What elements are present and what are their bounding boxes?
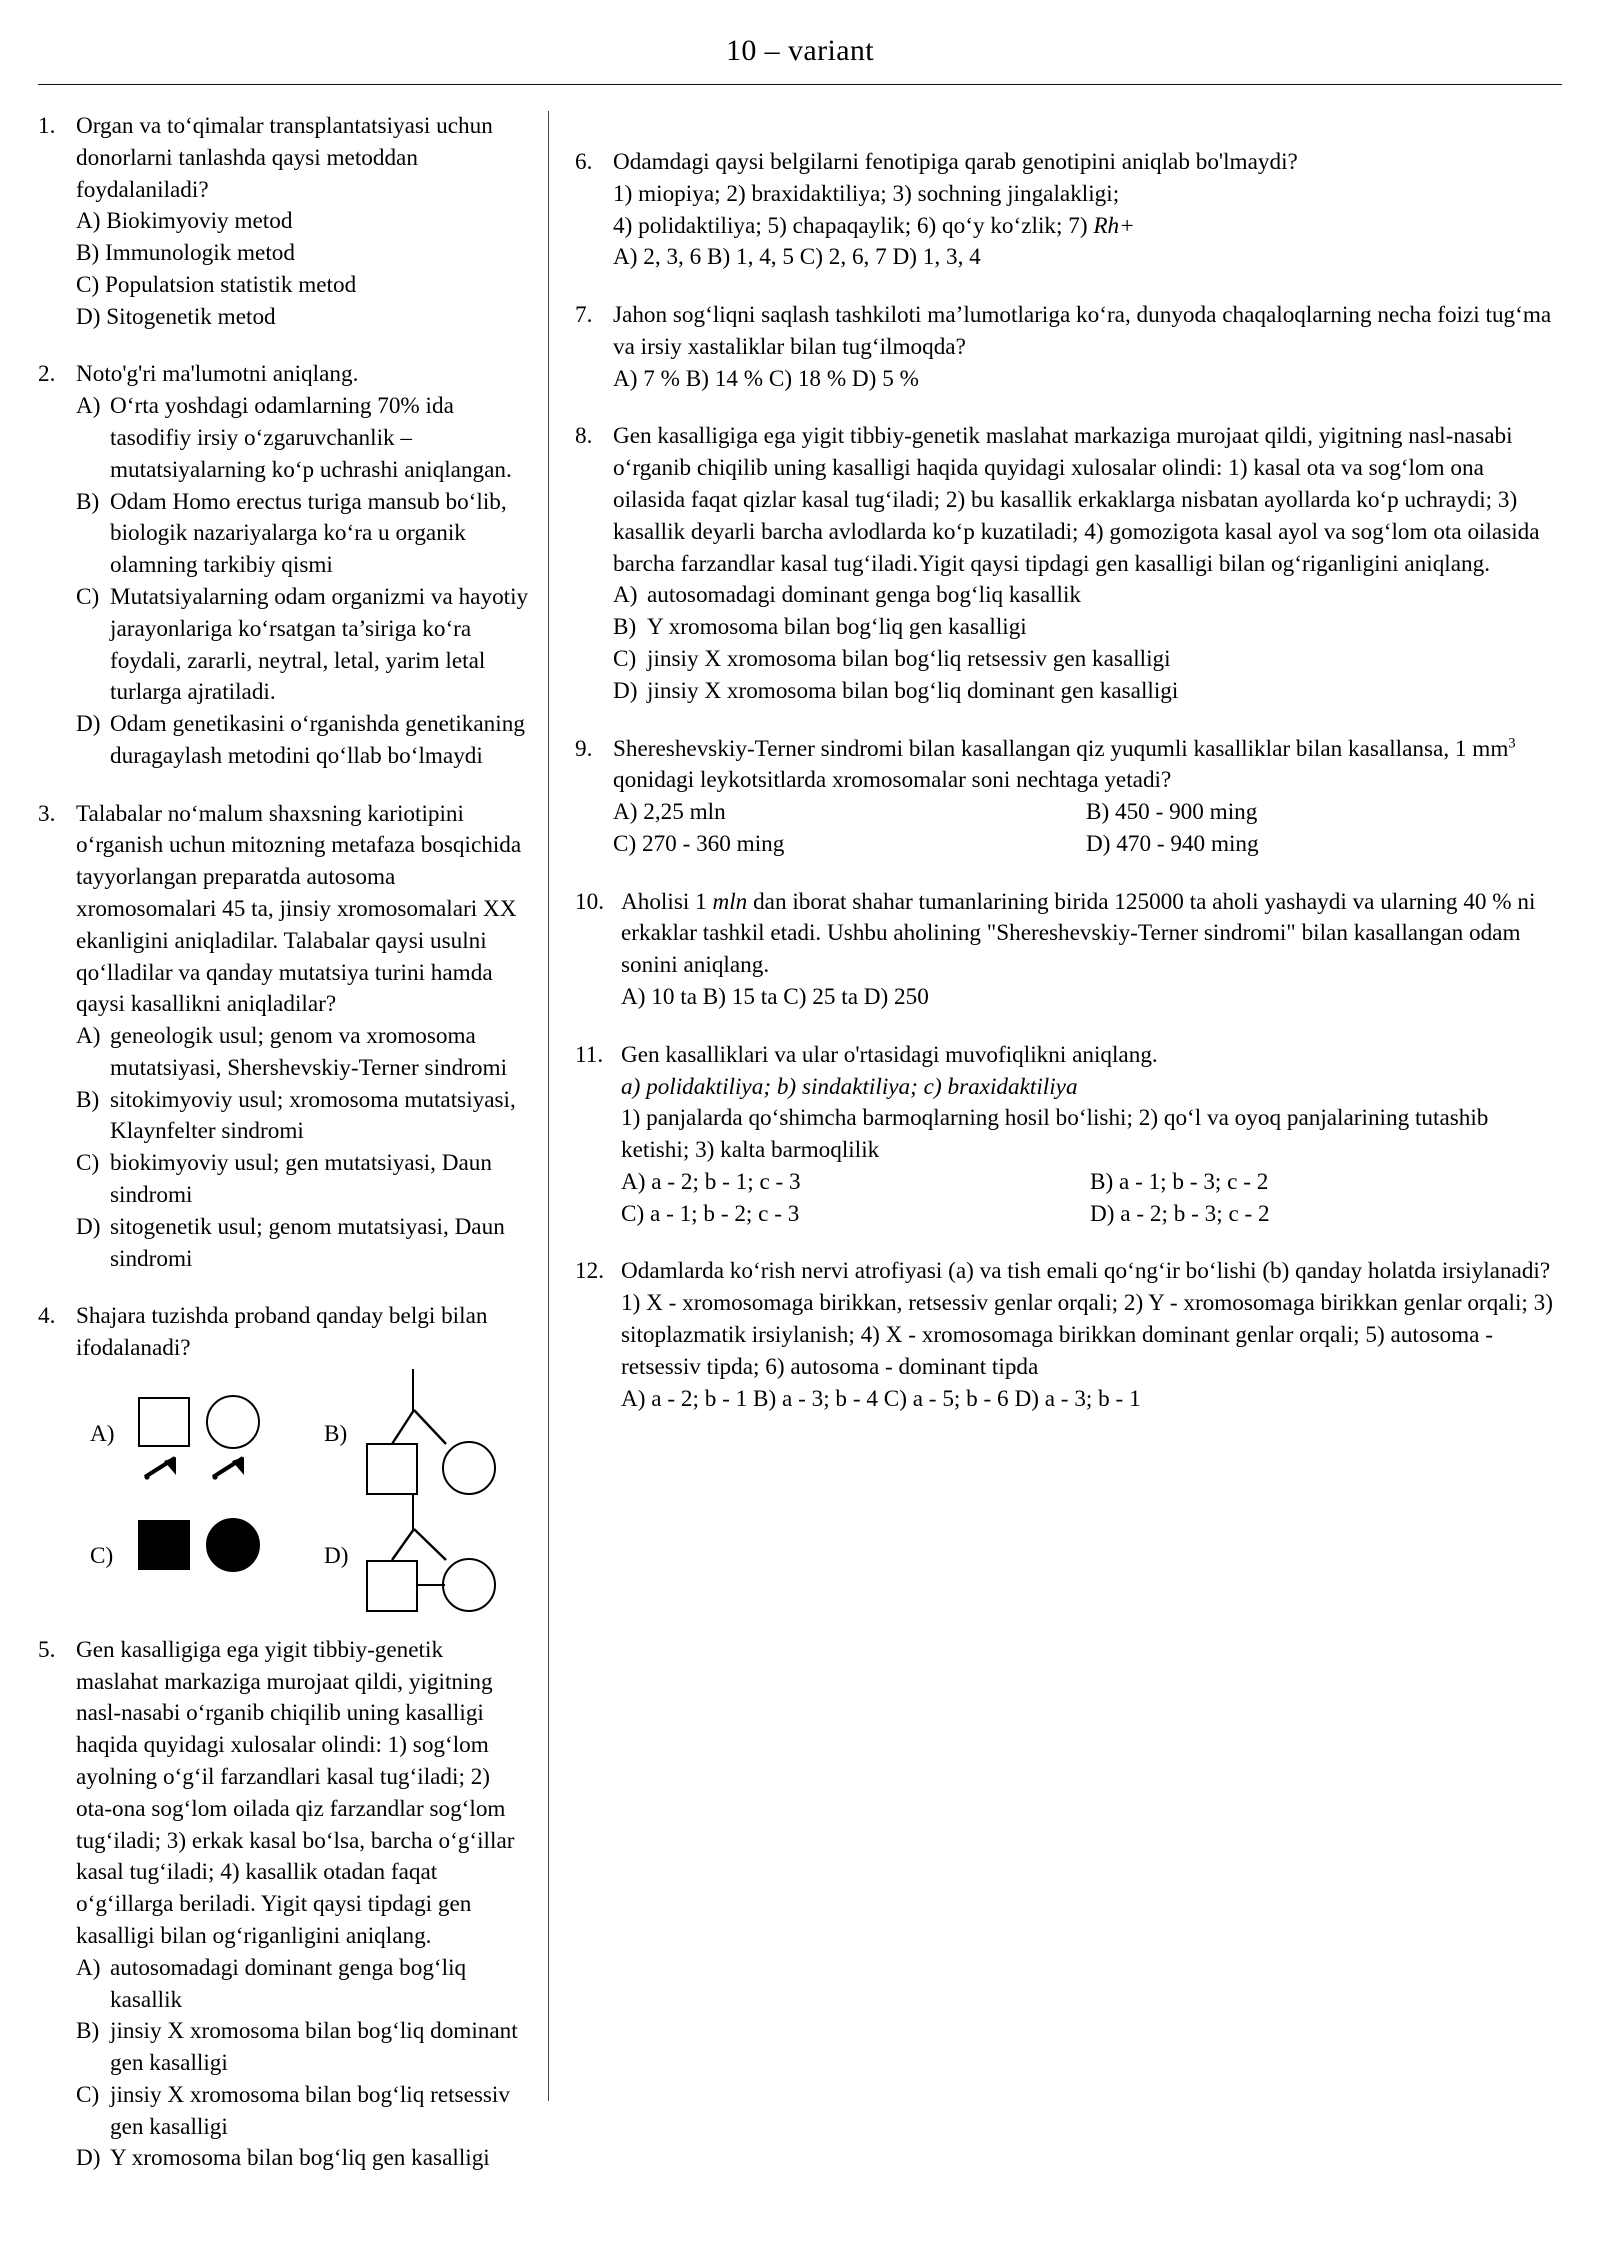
- option-text: O‘rta yoshdagi odamlarning 70% ida tasodifiy irsiy o‘zgaruvchanlik – mutatsiyalarning ko‘p uchrashi aniqlangan.: [110, 393, 512, 483]
- answer-line: A) a - 2; b - 1 B) a - 3; b - 4 C) a - 5; b - 6 D) a - 3; b - 1: [621, 1385, 1141, 1412]
- option-c: [613, 644, 1559, 676]
- question-list-line-2: [613, 211, 1559, 243]
- pedigree-branch-lines: [368, 1408, 468, 1448]
- option-b: [613, 612, 1559, 644]
- pedigree-option-label-c: C): [90, 1542, 114, 1569]
- option-text: Mutatsiyalarning odam organizmi va hayotiy jarayonlariga ko‘rsatgan ta’siriga ko‘ra foydali, zararli, neytral, letal, yarim letal turlarga ajratiladi.: [110, 583, 529, 706]
- question-number: 4.: [38, 1303, 56, 1330]
- option-letter: C): [76, 2081, 100, 2108]
- question-number: 5.: [38, 1636, 56, 1663]
- question-stem: Gen kasalliklari va ular o'rtasidagi muvofiqlikni aniqlang.: [621, 1041, 1158, 1068]
- square-filled-icon: [138, 1520, 190, 1570]
- two-column-body: [38, 85, 1562, 2175]
- circle-open-icon: [442, 1441, 496, 1495]
- question-stem: Odamdagi qaysi belgilarni fenotipiga qarab genotipini aniqlab bo'lmaydi?: [613, 149, 1298, 175]
- question-stem: Jahon sog‘liqni saqlash tashkiloti ma’lumotlariga ko‘ra, dunyoda chaqaloqlarning necha foizi tug‘ma va irsiy xastaliklar bilan tug‘ilmoqda?: [613, 302, 1552, 360]
- question-stem: Gen kasalligiga ega yigit tibbiy-genetik maslahat markaziga murojaat qildi, yigitning nasl-nasabi o‘rganib chiqilib uning kasalligi haqida quyidagi xulosalar olindi: 1) sog‘lom ayolning o‘g‘il farzandlari kasal tug‘iladi; 2) ota-ona sog‘lom oilada qiz farzandlar sog‘lom tug‘iladi; 3) erkak kasal bo‘lsa, barcha o‘g‘illar kasal tug‘iladi; 4) kasallik otadan faqat o‘g‘illarga beriladi. Yigit qaysi tipdagi gen kasalligi bilan og‘riganligini aniqlang.: [76, 1636, 515, 1949]
- option-text: jinsiy X xromosoma bilan bog‘liq dominant gen kasalligi: [647, 677, 1179, 704]
- pedigree-vertical-line: [412, 1369, 414, 1411]
- list-line-2-text: 4) polidaktiliya; 5) chapaqaylik; 6) qo‘y ko‘zlik; 7): [613, 212, 1094, 239]
- question-10: [575, 887, 1559, 1014]
- question-stem: Gen kasalligiga ega yigit tibbiy-genetik maslahat markaziga murojaat qildi, yigitning nasl-nasabi o‘rganib chiqilib uning kasalligi haqida quyidagi xulosalar olindi: 1) kasal ota va sog‘lom ona oilasida faqat qizlar kasal tug‘iladi; 2) bu kasallik erkaklarga nisbatan ayollarda ko‘p uchraydi; 3) kasallik deyarli barcha avlodlarda ko‘p kuzatiladi; 4) gomozigota kasal ayol va sog‘lom ota oilasida barcha farzandlar kasal tug‘iladi.Yigit qaysi tipdagi gen kasalligi bilan og‘riganligini aniqlang.: [613, 423, 1540, 577]
- question-stem: Organ va to‘qimalar transplantatsiyasi uchun donorlarni tanlashda qaysi metoddan foydalaniladi?: [76, 113, 493, 203]
- pedigree-option-label-a: A): [90, 1420, 115, 1447]
- square-open-icon: [366, 1560, 418, 1612]
- cubic-exponent: 3: [1508, 734, 1516, 751]
- option-letter: B): [613, 614, 637, 641]
- option-text: autosomadagi dominant genga bog‘liq kasallik: [647, 582, 1082, 609]
- option-text: biokimyoviy usul; gen mutatsiyasi, Daun sindromi: [110, 1150, 492, 1208]
- option-text: A) Biokimyoviy metod: [76, 208, 293, 235]
- option-text: sitokimyoviy usul; xromosoma mutatsiyasi, Klaynfelter sindromi: [110, 1086, 516, 1145]
- answer-d: D) 470 - 940 ming: [1086, 830, 1259, 857]
- pedigree-option-label-d: D): [324, 1542, 349, 1569]
- pedigree-branch-lines: [368, 1527, 468, 1563]
- option-text: Odam genetikasini o‘rganishda genetikaning duragaylash metodini qo‘llab bo‘lmaydi: [110, 711, 525, 769]
- question-12: [575, 1256, 1559, 1415]
- pedigree-mating-line: [417, 1584, 445, 1586]
- option-d: [76, 1212, 530, 1276]
- question-stem: [621, 887, 1559, 982]
- question-number: 2.: [38, 361, 56, 388]
- question-2: [38, 359, 530, 772]
- question-3: [38, 799, 530, 1276]
- option-text: jinsiy X xromosoma bilan bog‘liq dominant gen kasalligi: [110, 2018, 518, 2077]
- option-a: [76, 1953, 530, 2017]
- circle-filled-icon: [206, 1518, 260, 1572]
- stem-part-2: qonidagi leykotsitlarda xromosomalar soni nechtaga yetadi?: [613, 767, 1172, 794]
- question-9: [575, 734, 1559, 861]
- answer-grid-row-2: [621, 1199, 1559, 1231]
- question-stem: Talabalar no‘malum shaxsning kariotipini o‘rganish uchun mitozning metafaza bosqichida tayyorlangan preparatda autosoma xromosomalari 45 ta, jinsiy xromosomalari XX ekanligini aniqladilar. Talabalar qaysi usulni qo‘lladilar va qanday mutatsiya turini hamda qaysi kasallikni aniqladilar?: [76, 800, 522, 1018]
- option-b: [76, 2016, 530, 2080]
- question-number: 6.: [575, 149, 593, 175]
- question-number: 12.: [575, 1258, 604, 1285]
- option-c: [76, 1148, 530, 1212]
- option-letter: A): [76, 1023, 101, 1050]
- option-a: [613, 580, 1559, 612]
- arrow-marker-icon: [142, 1453, 182, 1481]
- option-b: [76, 487, 530, 582]
- page-title: 10 – variant: [725, 34, 875, 67]
- question-stem: Odamlarda ko‘rish nervi atrofiyasi (a) va tish emali qo‘ng‘ir bo‘lishi (b) qanday holatda irsiylanadi?: [621, 1258, 1551, 1285]
- pedigree-vertical-line: [412, 1493, 414, 1531]
- answer-b: B) 450 - 900 ming: [1086, 799, 1258, 826]
- question-number: 7.: [575, 302, 593, 329]
- question-6: [575, 147, 1559, 274]
- option-list: [76, 1953, 530, 2175]
- question-number: 8.: [575, 423, 593, 450]
- option-a: [76, 1021, 530, 1085]
- answer-grid-row-2: [613, 829, 1559, 861]
- option-text: B) Immunologik metod: [76, 240, 295, 267]
- option-letter: D): [76, 2145, 101, 2172]
- question-list-line-1: 1) miopiya; 2) braxidaktiliya; 3) sochning jingalakligi;: [613, 180, 1120, 207]
- square-open-icon: [366, 1443, 418, 1495]
- option-text: jinsiy X xromosoma bilan bog‘liq retsessiv gen kasalligi: [110, 2081, 510, 2140]
- option-a: [76, 206, 530, 238]
- question-stem: [613, 734, 1559, 798]
- answer-c: C) a - 1; b - 2; c - 3: [621, 1200, 800, 1227]
- answer-a: A) a - 2; b - 1; c - 3: [621, 1168, 801, 1195]
- circle-open-icon: [206, 1395, 260, 1449]
- option-letter: C): [76, 583, 100, 610]
- left-column: [38, 111, 548, 2175]
- option-list: [613, 580, 1559, 707]
- question-4: [38, 1301, 530, 1609]
- option-c: [76, 2080, 530, 2144]
- question-list-line: 1) panjalarda qo‘shimcha barmoqlarning hosil bo‘lishi; 2) qo‘l va oyoq panjalarining tutashib ketishi; 3) kalta barmoqlilik: [621, 1105, 1489, 1164]
- option-d: [76, 709, 530, 773]
- option-list: [76, 1021, 530, 1275]
- option-a: [76, 391, 530, 486]
- option-letter: C): [76, 1150, 100, 1177]
- question-number: 9.: [575, 735, 593, 762]
- option-letter: D): [76, 711, 101, 738]
- option-text: D) Sitogenetik metod: [76, 303, 276, 330]
- answer-line: A) 2, 3, 6 B) 1, 4, 5 C) 2, 6, 7 D) 1, 3, 4: [613, 244, 981, 271]
- question-11: [575, 1040, 1559, 1231]
- pedigree-option-label-b: B): [324, 1420, 348, 1447]
- option-d: [76, 2143, 530, 2175]
- option-letter: B): [76, 488, 100, 515]
- option-letter: A): [613, 582, 638, 609]
- option-text: geneologik usul; genom va xromosoma mutatsiyasi, Shershevskiy-Terner sindromi: [110, 1023, 508, 1081]
- circle-open-icon: [442, 1558, 496, 1612]
- option-text: autosomadagi dominant genga bog‘liq kasallik: [110, 1954, 467, 2013]
- option-list: [76, 206, 530, 333]
- option-text: Y xromosoma bilan bog‘liq gen kasalligi: [647, 614, 1027, 641]
- stem-part-2: dan iborat shahar tumanlarining birida 125000 ta aholi yashaydi va ularning 40 % ni erkaklar tashkil etadi. Ushbu aholining "Shereshevskiy-Terner sindromi" bilan kasallangan odam sonini aniqlang.: [621, 888, 1536, 979]
- question-italic-line: a) polidaktiliya; b) sindaktiliya; c) braxidaktiliya: [621, 1073, 1078, 1100]
- arrow-marker-icon: [210, 1453, 250, 1481]
- option-b: [76, 1085, 530, 1149]
- mln-unit-label: mln: [712, 888, 748, 915]
- stem-part-1: Shereshevskiy-Terner sindromi bilan kasallangan qiz yuqumli kasalliklar bilan kasallansa, 1 mm: [613, 735, 1509, 762]
- answer-grid-row-1: [621, 1167, 1559, 1199]
- option-letter: A): [76, 393, 101, 420]
- option-letter: B): [76, 2018, 100, 2045]
- option-text: sitogenetik usul; genom mutatsiyasi, Daun sindromi: [110, 1213, 505, 1272]
- option-letter: D): [613, 677, 638, 704]
- option-d: [613, 676, 1559, 708]
- answer-d: D) a - 2; b - 3; c - 2: [1090, 1200, 1270, 1227]
- question-number: 1.: [38, 113, 56, 139]
- question-number: 11.: [575, 1041, 604, 1068]
- option-text: C) Populatsion statistik metod: [76, 271, 357, 298]
- right-column: [549, 111, 1559, 2175]
- option-d: [76, 302, 530, 334]
- pedigree-answer-figure: [76, 1375, 546, 1605]
- option-list: [76, 391, 530, 772]
- answer-line: A) 10 ta B) 15 ta C) 25 ta D) 250: [621, 983, 929, 1010]
- answer-line: A) 7 % B) 14 % C) 18 % D) 5 %: [613, 365, 919, 392]
- question-5: [38, 1635, 530, 2175]
- option-text: jinsiy X xromosoma bilan bog‘liq retsessiv gen kasalligi: [647, 645, 1171, 672]
- question-number: 3.: [38, 800, 56, 827]
- question-7: [575, 300, 1559, 395]
- square-open-icon: [138, 1397, 190, 1447]
- answer-c: C) 270 - 360 ming: [613, 830, 785, 857]
- option-b: [76, 238, 530, 270]
- question-list-line: 1) X - xromosomaga birikkan, retsessiv genlar orqali; 2) Y - xromosomaga birikkan genlar orqali; 3) sitoplazmatik irsiylanish; 4) X - xromosomaga birikkan dominant genlar orqali; 5) autosoma - retsessiv tipda; 6) autosoma - dominant tipda: [621, 1290, 1553, 1380]
- option-letter: C): [613, 645, 637, 672]
- option-text: Y xromosoma bilan bog‘liq gen kasalligi: [110, 2145, 490, 2172]
- question-8: [575, 421, 1559, 707]
- answer-a: A) 2,25 mln: [613, 799, 726, 826]
- option-letter: D): [76, 1213, 101, 1240]
- rh-positive-label: Rh+: [1093, 212, 1135, 239]
- stem-part-1: Aholisi 1: [621, 888, 713, 915]
- option-letter: B): [76, 1086, 100, 1113]
- question-stem: Shajara tuzishda proband qanday belgi bilan ifodalanadi?: [76, 1303, 488, 1362]
- question-1: [38, 111, 530, 333]
- option-c: [76, 582, 530, 709]
- option-c: [76, 270, 530, 302]
- answer-grid-row-1: [613, 797, 1559, 829]
- option-text: Odam Homo erectus turiga mansub bo‘lib, biologik nazariyalarga ko‘ra u organik olamning tarkibiy qismi: [110, 488, 507, 579]
- question-stem: Noto'g'ri ma'lumotni aniqlang.: [76, 361, 359, 388]
- option-letter: A): [76, 1954, 101, 1981]
- answer-b: B) a - 1; b - 3; c - 2: [1090, 1168, 1269, 1195]
- question-number: 10.: [575, 888, 604, 915]
